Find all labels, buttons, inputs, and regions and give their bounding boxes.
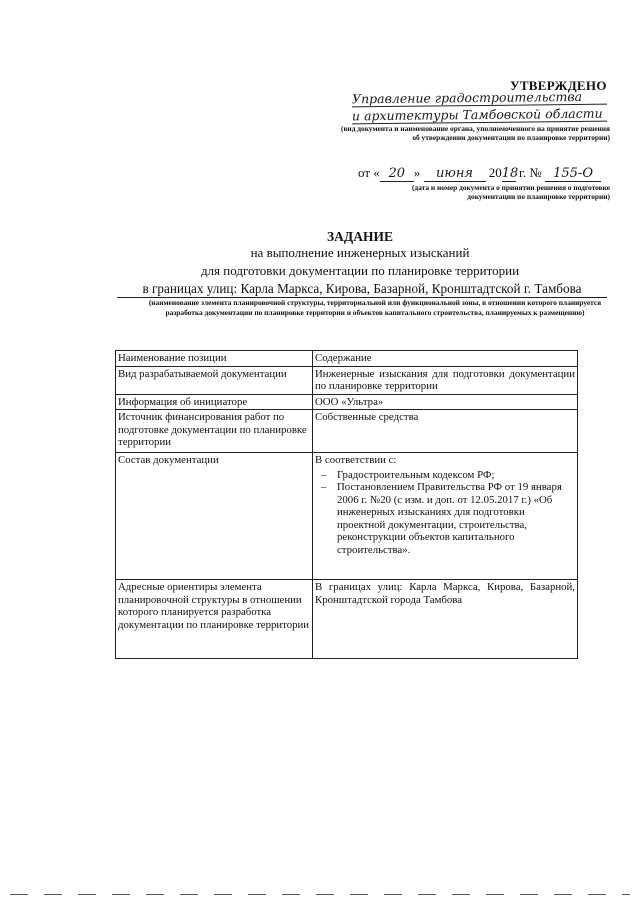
title-caption: (наименование элемента планировочной структуры, территориальной или функциональной зоны, в отношении которого планируется разработка документации по планировке территории и объектов капитального строительства, планируемых к размещению): [148, 298, 602, 317]
date-day: 20: [380, 166, 414, 182]
table-row: [116, 394, 578, 410]
table-row: [116, 366, 578, 394]
decision-date-line: [358, 165, 601, 182]
assignment-table: [115, 350, 578, 659]
table-cell-value: В границах улиц: Карла Маркса, Кирова, Базарной, Кронштадтской города Тамбова: [313, 580, 578, 659]
authority-caption: (вид документа и наименование органа, уполномоченного на принятие решения об утверждении документации по планировке территории): [340, 124, 610, 142]
title-line-2: на выполнение инженерных изысканий: [250, 245, 470, 260]
table-header-row: [116, 351, 578, 367]
table-cell-label: Источник финансирования работ по подготовке документации по планировке территории: [116, 410, 313, 453]
handwritten-authority-line2: и архитектуры Тамбовской области: [352, 106, 607, 125]
composition-intro: В соответствии с:: [315, 454, 397, 466]
table-row: [116, 453, 578, 580]
table-cell-value: [313, 453, 578, 580]
document-title: ЗАДАНИЕ: [327, 229, 393, 244]
table-header-cell: Наименование позиции: [116, 351, 313, 367]
list-item: [315, 481, 575, 556]
table-cell-label: Адресные ориентиры элемента планировочной структуры в отношении которого планируется разработка документации по планировке территории: [116, 580, 313, 659]
table-cell-label: Информация об инициаторе: [116, 394, 313, 410]
table-cell-value: Инженерные изыскания для подготовки документации по планировке территории: [313, 366, 578, 394]
table-cell-value: Собственные средства: [313, 410, 578, 453]
list-item: [315, 469, 575, 482]
table-row: [116, 580, 578, 659]
date-year-prefix: 20: [488, 165, 502, 180]
dash-marker: –: [321, 468, 327, 481]
table-cell-label: Состав документации: [116, 453, 313, 580]
table-header-cell: Содержание: [313, 351, 578, 367]
decision-number: 155-О: [545, 166, 601, 182]
date-month: июня: [424, 166, 486, 182]
dash-marker: –: [321, 481, 327, 493]
date-mid: »: [413, 165, 421, 180]
composition-list: [315, 469, 575, 557]
date-caption: (дата и номер документа о принятии решения о подготовке документации по планировке территории): [411, 183, 610, 201]
date-prefix: от «: [358, 165, 380, 180]
date-number-prefix: г. №: [519, 165, 542, 180]
table-cell-value: ООО «Ультра»: [313, 394, 578, 410]
table-row: [116, 410, 578, 453]
list-item-text: Градостроительным кодексом РФ;: [337, 468, 495, 481]
table-cell-label: Вид разрабатываемой документации: [116, 366, 313, 394]
date-year-suffix: 18: [501, 166, 519, 181]
title-line-4: в границах улиц: Карла Маркса, Кирова, Базарной, Кронштадтской г. Тамбова: [117, 281, 607, 298]
scan-edge-dashes: [10, 894, 630, 895]
list-item-text: Постановлением Правительства РФ от 19 января 2006 г. №20 (с изм. и доп. от 12.05.2017 г.) «Об инженерных изысканиях для подготовки проектной документации, строительства, реконструкции объектов капитального строительства».: [337, 481, 562, 556]
approved-heading: УТВЕРЖДЕНО: [510, 78, 607, 93]
title-line-3: для подготовки документации по планировке территории: [200, 263, 520, 278]
handwritten-authority-line1: Управление градостроительства: [352, 89, 607, 108]
